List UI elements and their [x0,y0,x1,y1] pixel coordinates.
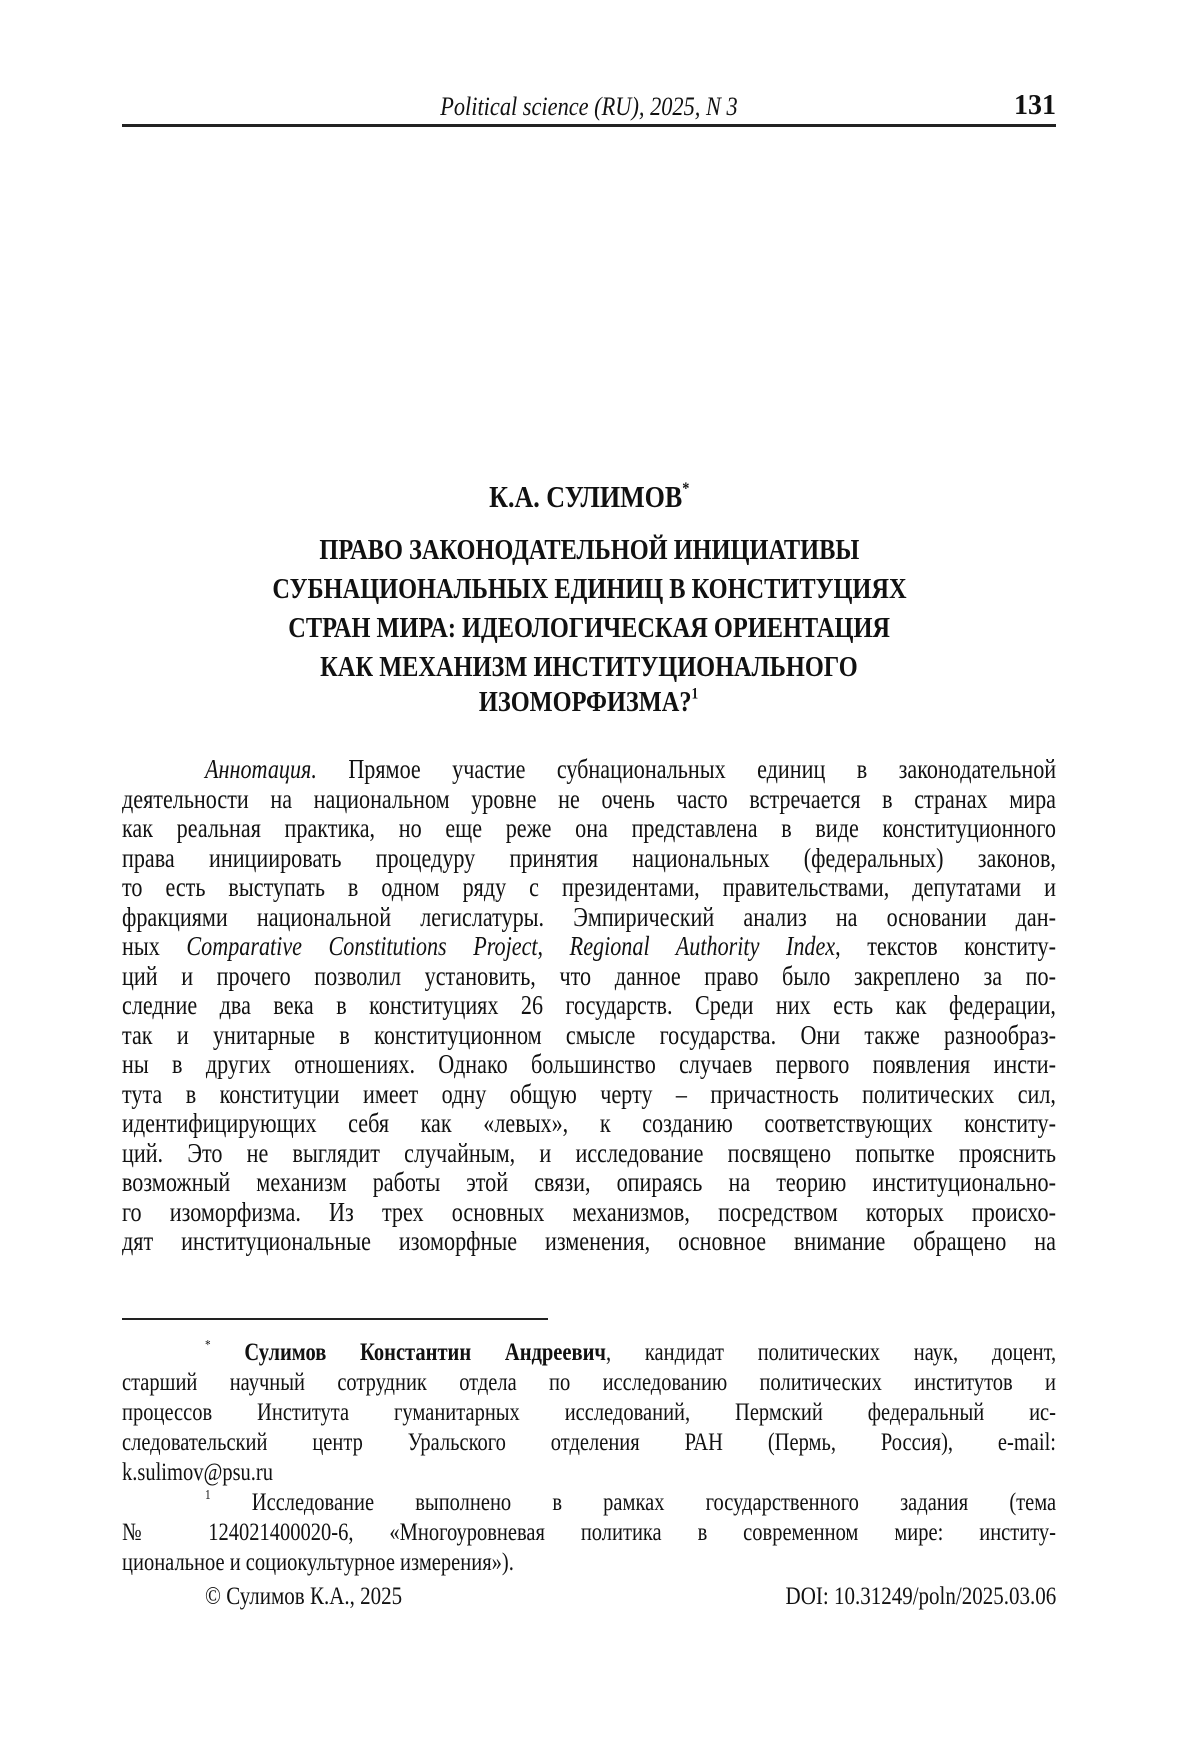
text-segment: k.sulimov@psu.ru [122,1459,274,1486]
footnote-rule [122,1318,548,1320]
abstract-line [122,1020,1056,1050]
abstract-line [122,1167,1056,1197]
title-line-text: СУБНАЦИОНАЛЬНЫХ ЕДИНИЦ В КОНСТИТУЦИЯХ [271,573,907,605]
abstract-line [122,1138,1056,1168]
text-segment: как реальная практика, но еще реже она представлена в виде конституционного [122,813,1056,843]
text-segment: ных [122,931,187,961]
abstract-line [122,902,1056,932]
text-segment: Прямое участие субнациональных единиц в законодательной [316,754,1057,784]
page-number: 131 [1014,90,1056,121]
title-line [122,685,1056,719]
abstract-line [122,1049,1056,1079]
text-segment: ны в других отношениях. Однако большинство случаев первого появления инсти- [122,1049,1056,1079]
abstract-line [122,1226,1056,1256]
footnote-line [205,1338,1056,1368]
text-segment: , [537,931,570,961]
text-segment: Аннотация. [205,754,317,784]
running-header-journal [122,92,1056,122]
text-segment: тута в конституции имеет одну общую черту – причастность политических сил, [122,1078,1056,1109]
footnote-line [122,1428,1056,1458]
abstract-line [122,1197,1056,1227]
title-footnote-mark[interactable]: 1 [691,685,699,703]
doi[interactable]: DOI: 10.31249/poln/2025.03.06 [785,1583,1056,1610]
text-segment: Сулимов Константин Андреевич [244,1339,606,1366]
copyright: © Сулимов К.А., 2025 [205,1583,403,1610]
text-segment: процессов Института гуманитарных исследований, Пермский федеральный ис- [122,1399,1056,1426]
title-line [122,650,1056,684]
title-line [122,611,1056,645]
text-segment: Regional Authority Index [569,931,836,961]
footnote-line [122,1398,1056,1428]
title-line-text: КАК МЕХАНИЗМ ИНСТИТУЦИОНАЛЬНОГО [320,651,858,683]
title-line [122,533,1056,567]
footnote-line [122,1518,1056,1548]
text-segment: ций и прочего позволил установить, что данное право было закреплено за по- [122,960,1056,991]
text-segment: так и унитарные в конституционном смысле государства. Они также разнообраз- [122,1019,1056,1050]
header-rule [122,124,1056,127]
text-segment: Исследование выполнено в рамках государственного задания (тема [210,1489,1057,1516]
author-footnote-mark[interactable]: * [682,478,690,498]
text-segment [211,1339,245,1366]
author-text: К.А. СУЛИМОВ [488,479,683,514]
text-segment: дят институциональные изоморфные изменения, основное внимание обращено на [122,1226,1056,1256]
journal-title: Political science (RU), 2025, N 3 [440,92,738,121]
text-segment: права инициировать процедуру принятия национальных (федеральных) законов, [122,842,1056,873]
text-segment: № 124021400020-6, «Многоуровневая политика в современном мире: институ- [122,1519,1056,1546]
text-segment: деятельности на национальном уровне не очень часто встречается в странах мира [122,783,1056,814]
text-segment: , кандидат политических наук, доцент, [605,1339,1057,1366]
footnote-line [122,1458,1056,1488]
abstract-line [122,872,1056,902]
text-segment: Comparative Constitutions Project [186,931,538,961]
footnote-line [122,1368,1056,1398]
text-segment: го изоморфизма. Из трех основных механизмов, посредством которых происхо- [122,1196,1056,1227]
abstract-line [122,1108,1056,1138]
abstract-line [122,961,1056,991]
abstract-line [122,813,1056,843]
title-line [122,572,1056,606]
abstract-line [122,843,1056,873]
text-segment: следовательский центр Уральского отделения РАН (Пермь, Россия), e-mail: [122,1429,1056,1456]
title-line-text: ПРАВО ЗАКОНОДАТЕЛЬНОЙ ИНИЦИАТИВЫ [319,534,859,566]
title-line-text: СТРАН МИРА: ИДЕОЛОГИЧЕСКАЯ ОРИЕНТАЦИЯ [288,612,890,644]
footnote-mark: 1 [205,1487,211,1502]
text-segment: ций. Это не выглядит случайным, и исследование посвящено попытке прояснить [122,1137,1056,1168]
abstract-line [205,754,1056,784]
text-segment: следние два века в конституциях 26 государств. Среди них есть как федерации, [122,990,1056,1020]
text-segment: старший научный сотрудник отдела по исследованию политических институтов и [122,1369,1056,1396]
text-segment: идентифицирующих себя как «левых», к созданию соответствующих конститу- [122,1108,1056,1138]
abstract-line [122,784,1056,814]
abstract-line [122,1079,1056,1109]
text-segment: , текстов конститу- [835,931,1056,961]
abstract-line [122,931,1056,961]
abstract-line [122,990,1056,1020]
title-line-text: ИЗОМОРФИЗМА? [479,686,692,718]
text-segment: циональное и социокультурное измерения»). [122,1549,514,1576]
footnote-mark: * [205,1337,211,1352]
text-segment: фракциями национальной легислатуры. Эмпирический анализ на основании дан- [122,901,1056,932]
text-segment: возможный механизм работы этой связи, опираясь на теорию институционально- [122,1167,1056,1197]
footnote-line [205,1488,1056,1518]
footnote-line [122,1548,1056,1578]
author-name [122,479,1056,515]
text-segment: то есть выступать в одном ряду с президентами, правительствами, депутатами и [122,872,1056,902]
